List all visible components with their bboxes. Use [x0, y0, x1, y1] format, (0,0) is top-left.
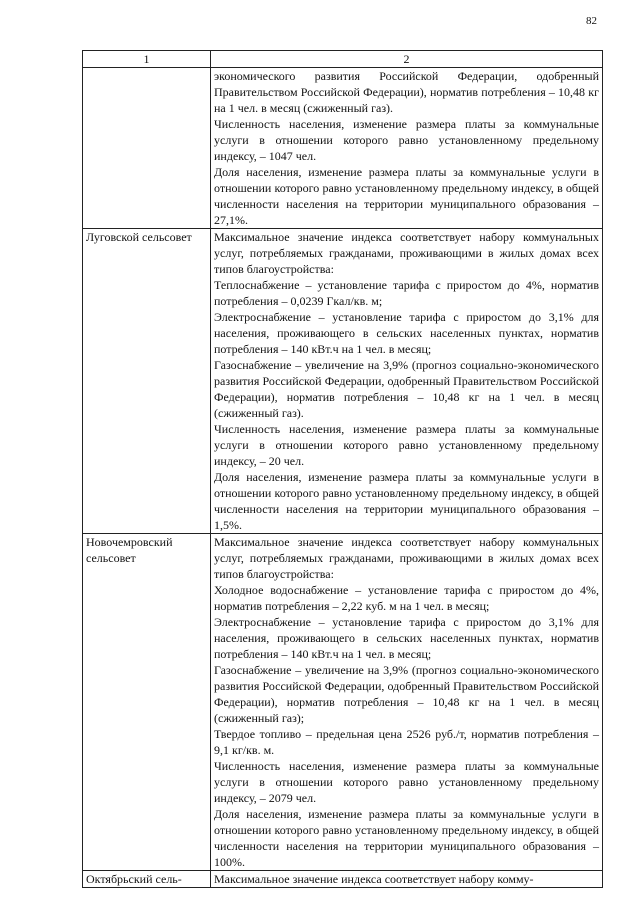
paragraph: экономического развития Российской Федерации, одобренный Правительством Российской Федерации), норматив потребления – 10,48 кг на 1 чел. в месяц (сжиженный газ). [214, 69, 599, 115]
paragraph: Доля населения, изменение размера платы за коммунальные услуги в отношении которого равно установленному предельному индексу, в общей численности населения на территории муниципального образования – 1,5%. [214, 470, 599, 532]
indicator-description [211, 229, 603, 534]
indicator-description [211, 68, 603, 229]
paragraph: Газоснабжение – увеличение на 3,9% (прогноз социально-экономического развития Российской Федерации, одобренный Правительством Российской Федерации), норматив потребления – 10,48 кг на 1 чел. в месяц (сжиженный газ); [214, 663, 599, 725]
table-row [83, 229, 603, 534]
municipality-name: Октябрьский сель- [83, 871, 211, 888]
column-header-2: 2 [211, 51, 603, 68]
table-row [83, 534, 603, 871]
paragraph: Численность населения, изменение размера платы за коммунальные услуги в отношении которого равно установленному предельному индексу, – 1047 чел. [214, 117, 599, 163]
municipality-name [83, 68, 211, 229]
paragraph: Максимальное значение индекса соответствует набору коммунальных услуг, потребляемых гражданами, проживающими в жилых домах всех типов благоустройства: [214, 230, 599, 276]
paragraph: Максимальное значение индекса соответствует набору коммунальных услуг, потребляемых гражданами, проживающими в жилых домах всех типов благоустройства: [214, 535, 599, 581]
paragraph: Теплоснабжение – установление тарифа с приростом до 4%, норматив потребления – 0,0239 Гкал/кв. м; [214, 278, 599, 308]
paragraph: Максимальное значение индекса соответствует набору комму- [214, 872, 534, 886]
column-header-1: 1 [83, 51, 211, 68]
paragraph: Доля населения, изменение размера платы за коммунальные услуги в отношении которого равно установленному предельному индексу, в общей численности населения на территории муниципального образования – 27,1%. [214, 165, 599, 227]
paragraph: Численность населения, изменение размера платы за коммунальные услуги в отношении которого равно установленному предельному индексу, – 2079 чел. [214, 759, 599, 805]
paragraph: Доля населения, изменение размера платы за коммунальные услуги в отношении которого равно установленному предельному индексу, в общей численности населения на территории муниципального образования – 100%. [214, 807, 599, 869]
paragraph: Электроснабжение – установление тарифа с приростом до 3,1% для населения, проживающего в сельских населенных пунктах, норматив потребления – 140 кВт.ч на 1 чел. в месяц; [214, 310, 599, 356]
paragraph: Холодное водоснабжение – установление тарифа с приростом до 4%, норматив потребления – 2,22 куб. м на 1 чел. в месяц; [214, 583, 599, 613]
paragraph: Электроснабжение – установление тарифа с приростом до 3,1% для населения, проживающего в сельских населенных пунктах, норматив потребления – 140 кВт.ч на 1 чел. в месяц; [214, 615, 599, 661]
municipality-name: Луговской сельсовет [83, 229, 211, 534]
paragraph: Твердое топливо – предельная цена 2526 руб./т, норматив потребления – 9,1 кг/кв. м. [214, 727, 599, 757]
page-number: 82 [586, 15, 597, 27]
indicator-description [211, 534, 603, 871]
paragraph: Газоснабжение – увеличение на 3,9% (прогноз социально-экономического развития Российской Федерации, одобренный Правительством Российской Федерации), норматив потребления – 10,48 кг на 1 чел. в месяц (сжиженный газ). [214, 358, 599, 420]
table-row [83, 68, 603, 229]
tariff-table [82, 50, 603, 888]
municipality-name: Новочемровский сельсовет [83, 534, 211, 871]
table-header-row [83, 51, 603, 68]
table-row [83, 871, 603, 888]
paragraph: Численность населения, изменение размера платы за коммунальные услуги в отношении которого равно установленному предельному индексу, – 20 чел. [214, 422, 599, 468]
indicator-description [211, 871, 603, 888]
